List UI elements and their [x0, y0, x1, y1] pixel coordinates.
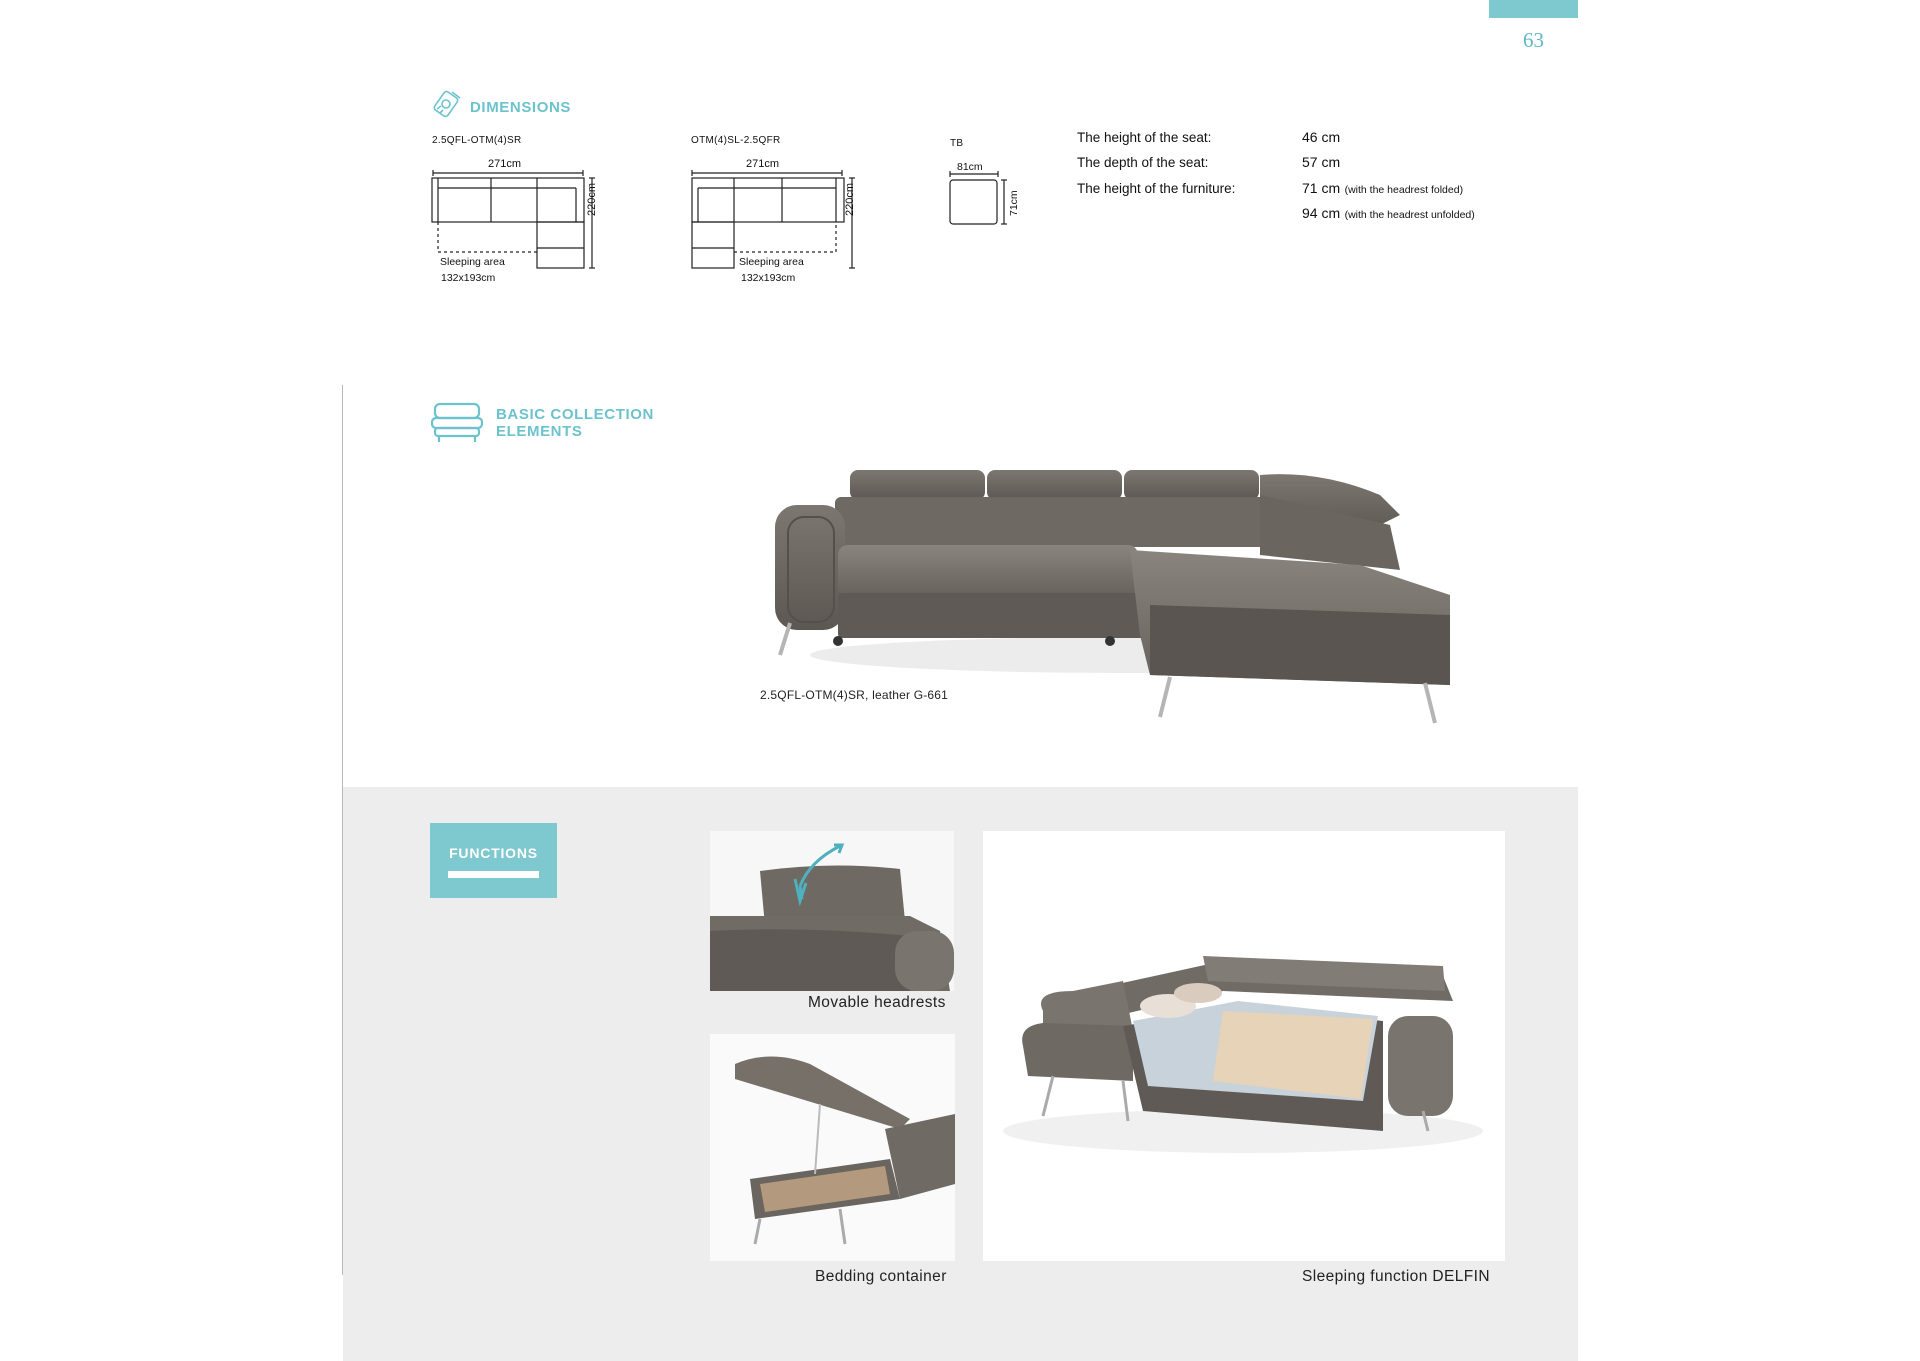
spec-furniture-height-folded	[1302, 180, 1463, 198]
functions-label-box	[430, 823, 557, 898]
measuring-tape-icon	[432, 89, 464, 119]
diagram-1-depth: 220cm	[586, 182, 598, 216]
basic-collection-heading	[496, 406, 654, 440]
movable-headrests-photo	[710, 831, 954, 991]
functions-underline-bar	[448, 871, 539, 878]
page-number: 63	[1523, 28, 1544, 52]
dimensions-heading: DIMENSIONS	[470, 99, 572, 116]
spec-seat-depth-label: The depth of the seat:	[1077, 155, 1209, 170]
bedding-container-illustration	[710, 1034, 955, 1261]
sleeping-function-illustration	[983, 831, 1505, 1261]
diagram-1-code: 2.5QFL-OTM(4)SR	[432, 135, 522, 146]
diagram-1-sleeping-size: 132x193cm	[441, 272, 496, 284]
page-number-tab	[1489, 0, 1578, 18]
spec-folded-note: (with the headrest folded)	[1344, 184, 1464, 196]
product-caption: 2.5QFL-OTM(4)SR, leather G-661	[760, 688, 949, 702]
bedding-container-photo	[710, 1034, 955, 1261]
spec-unfolded-value: 94 cm	[1302, 205, 1341, 221]
diagram-2-sleeping-label: Sleeping area	[739, 256, 804, 268]
diagram-2-sleeping-size: 132x193cm	[741, 272, 796, 284]
diagram-3-code: TB	[950, 138, 964, 149]
basic-collection-heading-line2: ELEMENTS	[496, 423, 583, 440]
spec-unfolded-note: (with the headrest unfolded)	[1344, 209, 1475, 221]
bedding-container-caption: Bedding container	[815, 1268, 947, 1285]
diagram-2-code: OTM(4)SL-2.5QFR	[691, 135, 781, 146]
functions-label: FUNCTIONS	[449, 845, 538, 861]
diagram-2-depth: 220cm	[844, 182, 856, 216]
spec-seat-height-label: The height of the seat:	[1077, 130, 1212, 145]
diagram-3-width: 81cm	[957, 161, 983, 173]
spec-seat-depth-value: 57 cm	[1302, 154, 1341, 170]
movable-headrests-caption: Movable headrests	[808, 994, 946, 1011]
spec-furniture-height-label: The height of the furniture:	[1077, 181, 1236, 196]
sleeping-function-photo	[983, 831, 1505, 1261]
diagram-2-width: 271cm	[746, 158, 780, 170]
diagram-1-width: 271cm	[488, 158, 522, 170]
diagram-3-depth: 71cm	[1008, 190, 1020, 216]
diagram-1-sleeping-label: Sleeping area	[440, 256, 505, 268]
sleeping-function-caption: Sleeping function DELFIN	[1302, 1268, 1490, 1285]
basic-collection-heading-line1: BASIC COLLECTION	[496, 406, 654, 423]
spec-folded-value: 71 cm	[1302, 180, 1341, 196]
spec-furniture-height-unfolded	[1302, 205, 1475, 223]
spec-seat-height-value: 46 cm	[1302, 129, 1341, 145]
headrest-illustration	[710, 831, 954, 991]
sofa-icon	[431, 402, 483, 444]
